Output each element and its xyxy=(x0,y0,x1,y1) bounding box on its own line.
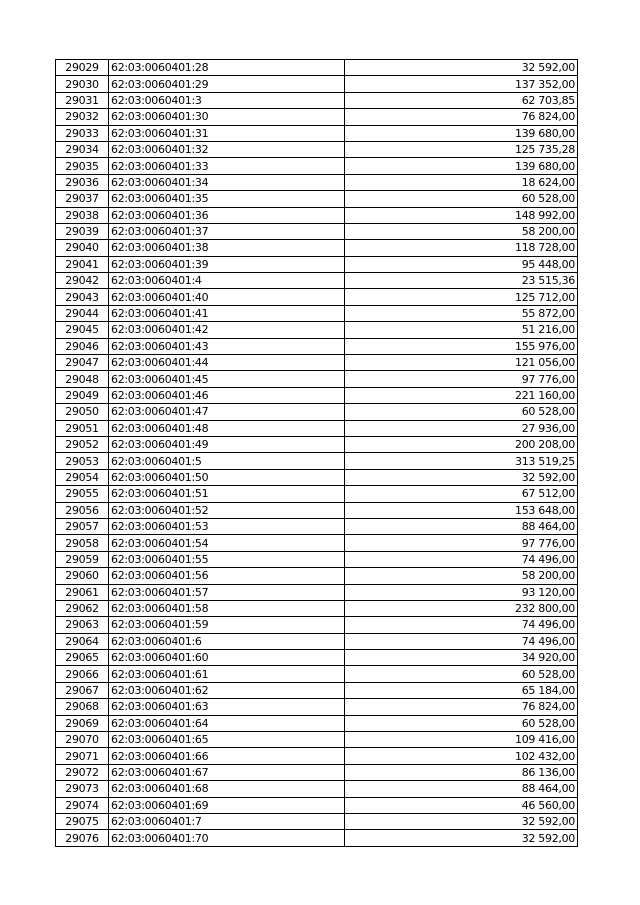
row-number-cell: 29073 xyxy=(56,781,109,797)
row-number-cell: 29060 xyxy=(56,568,109,584)
table-row xyxy=(56,486,578,502)
row-number-cell: 29068 xyxy=(56,699,109,715)
row-number-cell: 29036 xyxy=(56,174,109,190)
cadastral-number-cell: 62:03:0060401:4 xyxy=(109,273,345,289)
value-cell: 76 824,00 xyxy=(345,109,578,125)
value-cell: 153 648,00 xyxy=(345,502,578,518)
value-cell: 60 528,00 xyxy=(345,404,578,420)
value-cell: 102 432,00 xyxy=(345,748,578,764)
cadastral-number-cell: 62:03:0060401:52 xyxy=(109,502,345,518)
row-number-cell: 29040 xyxy=(56,240,109,256)
cadastral-number-cell: 62:03:0060401:36 xyxy=(109,207,345,223)
row-number-cell: 29041 xyxy=(56,256,109,272)
row-number-cell: 29067 xyxy=(56,682,109,698)
table-row xyxy=(56,813,578,829)
cadastral-number-cell: 62:03:0060401:56 xyxy=(109,568,345,584)
row-number-cell: 29037 xyxy=(56,191,109,207)
row-number-cell: 29061 xyxy=(56,584,109,600)
value-cell: 139 680,00 xyxy=(345,158,578,174)
table-row xyxy=(56,436,578,452)
value-cell: 118 728,00 xyxy=(345,240,578,256)
row-number-cell: 29038 xyxy=(56,207,109,223)
cadastral-number-cell: 62:03:0060401:6 xyxy=(109,633,345,649)
row-number-cell: 29057 xyxy=(56,518,109,534)
cadastral-number-cell: 62:03:0060401:55 xyxy=(109,551,345,567)
row-number-cell: 29042 xyxy=(56,273,109,289)
cadastral-number-cell: 62:03:0060401:63 xyxy=(109,699,345,715)
table-row xyxy=(56,551,578,567)
table-row xyxy=(56,191,578,207)
cadastral-number-cell: 62:03:0060401:49 xyxy=(109,436,345,452)
table-row xyxy=(56,518,578,534)
table-row xyxy=(56,682,578,698)
row-number-cell: 29063 xyxy=(56,617,109,633)
table-row xyxy=(56,764,578,780)
table-row xyxy=(56,748,578,764)
value-cell: 34 920,00 xyxy=(345,650,578,666)
value-cell: 86 136,00 xyxy=(345,764,578,780)
cadastral-number-cell: 62:03:0060401:48 xyxy=(109,420,345,436)
value-cell: 232 800,00 xyxy=(345,600,578,616)
row-number-cell: 29030 xyxy=(56,76,109,92)
row-number-cell: 29053 xyxy=(56,453,109,469)
cadastral-number-cell: 62:03:0060401:65 xyxy=(109,732,345,748)
table-row xyxy=(56,289,578,305)
table-row xyxy=(56,60,578,76)
table-row xyxy=(56,502,578,518)
table-row xyxy=(56,207,578,223)
row-number-cell: 29065 xyxy=(56,650,109,666)
cadastral-number-cell: 62:03:0060401:3 xyxy=(109,92,345,108)
table-row xyxy=(56,568,578,584)
row-number-cell: 29049 xyxy=(56,387,109,403)
value-cell: 32 592,00 xyxy=(345,60,578,76)
table-row xyxy=(56,256,578,272)
value-cell: 32 592,00 xyxy=(345,830,578,846)
cadastral-number-cell: 62:03:0060401:7 xyxy=(109,813,345,829)
cadastral-number-cell: 62:03:0060401:5 xyxy=(109,453,345,469)
value-cell: 60 528,00 xyxy=(345,715,578,731)
value-cell: 137 352,00 xyxy=(345,76,578,92)
table-row xyxy=(56,797,578,813)
value-cell: 155 976,00 xyxy=(345,338,578,354)
row-number-cell: 29034 xyxy=(56,141,109,157)
table-row xyxy=(56,650,578,666)
row-number-cell: 29069 xyxy=(56,715,109,731)
cadastral-number-cell: 62:03:0060401:58 xyxy=(109,600,345,616)
row-number-cell: 29075 xyxy=(56,813,109,829)
value-cell: 55 872,00 xyxy=(345,305,578,321)
value-cell: 125 712,00 xyxy=(345,289,578,305)
value-cell: 60 528,00 xyxy=(345,191,578,207)
table-row xyxy=(56,223,578,239)
cadastral-number-cell: 62:03:0060401:29 xyxy=(109,76,345,92)
cadastral-number-cell: 62:03:0060401:46 xyxy=(109,387,345,403)
table-row xyxy=(56,355,578,371)
row-number-cell: 29044 xyxy=(56,305,109,321)
value-cell: 32 592,00 xyxy=(345,813,578,829)
value-cell: 97 776,00 xyxy=(345,371,578,387)
cadastral-number-cell: 62:03:0060401:28 xyxy=(109,60,345,76)
row-number-cell: 29071 xyxy=(56,748,109,764)
value-cell: 109 416,00 xyxy=(345,732,578,748)
row-number-cell: 29047 xyxy=(56,355,109,371)
cadastral-number-cell: 62:03:0060401:34 xyxy=(109,174,345,190)
table-row xyxy=(56,273,578,289)
table-row xyxy=(56,404,578,420)
cadastral-number-cell: 62:03:0060401:45 xyxy=(109,371,345,387)
row-number-cell: 29054 xyxy=(56,469,109,485)
table-row xyxy=(56,715,578,731)
table-row xyxy=(56,469,578,485)
cadastral-value-table xyxy=(55,59,578,847)
cadastral-number-cell: 62:03:0060401:31 xyxy=(109,125,345,141)
cadastral-number-cell: 62:03:0060401:33 xyxy=(109,158,345,174)
cadastral-number-cell: 62:03:0060401:51 xyxy=(109,486,345,502)
value-cell: 67 512,00 xyxy=(345,486,578,502)
row-number-cell: 29035 xyxy=(56,158,109,174)
row-number-cell: 29043 xyxy=(56,289,109,305)
table-row xyxy=(56,338,578,354)
cadastral-number-cell: 62:03:0060401:47 xyxy=(109,404,345,420)
table-row xyxy=(56,141,578,157)
cadastral-number-cell: 62:03:0060401:35 xyxy=(109,191,345,207)
value-cell: 27 936,00 xyxy=(345,420,578,436)
table-row xyxy=(56,420,578,436)
cadastral-number-cell: 62:03:0060401:66 xyxy=(109,748,345,764)
table-row xyxy=(56,371,578,387)
value-cell: 18 624,00 xyxy=(345,174,578,190)
row-number-cell: 29055 xyxy=(56,486,109,502)
table-row xyxy=(56,600,578,616)
row-number-cell: 29046 xyxy=(56,338,109,354)
value-cell: 148 992,00 xyxy=(345,207,578,223)
row-number-cell: 29066 xyxy=(56,666,109,682)
row-number-cell: 29058 xyxy=(56,535,109,551)
value-cell: 58 200,00 xyxy=(345,223,578,239)
table-row xyxy=(56,109,578,125)
cadastral-number-cell: 62:03:0060401:42 xyxy=(109,322,345,338)
cadastral-number-cell: 62:03:0060401:30 xyxy=(109,109,345,125)
value-cell: 97 776,00 xyxy=(345,535,578,551)
table-row xyxy=(56,666,578,682)
row-number-cell: 29048 xyxy=(56,371,109,387)
cadastral-number-cell: 62:03:0060401:32 xyxy=(109,141,345,157)
value-cell: 62 703,85 xyxy=(345,92,578,108)
value-cell: 93 120,00 xyxy=(345,584,578,600)
cadastral-number-cell: 62:03:0060401:59 xyxy=(109,617,345,633)
cadastral-number-cell: 62:03:0060401:70 xyxy=(109,830,345,846)
value-cell: 76 824,00 xyxy=(345,699,578,715)
value-cell: 65 184,00 xyxy=(345,682,578,698)
value-cell: 88 464,00 xyxy=(345,781,578,797)
table-row xyxy=(56,617,578,633)
table-row xyxy=(56,305,578,321)
cadastral-number-cell: 62:03:0060401:64 xyxy=(109,715,345,731)
table-row xyxy=(56,322,578,338)
cadastral-number-cell: 62:03:0060401:69 xyxy=(109,797,345,813)
row-number-cell: 29052 xyxy=(56,436,109,452)
value-cell: 74 496,00 xyxy=(345,551,578,567)
cadastral-number-cell: 62:03:0060401:44 xyxy=(109,355,345,371)
cadastral-number-cell: 62:03:0060401:54 xyxy=(109,535,345,551)
row-number-cell: 29050 xyxy=(56,404,109,420)
value-cell: 23 515,36 xyxy=(345,273,578,289)
value-cell: 221 160,00 xyxy=(345,387,578,403)
value-cell: 51 216,00 xyxy=(345,322,578,338)
value-cell: 74 496,00 xyxy=(345,633,578,649)
row-number-cell: 29076 xyxy=(56,830,109,846)
table-row xyxy=(56,732,578,748)
row-number-cell: 29072 xyxy=(56,764,109,780)
value-cell: 60 528,00 xyxy=(345,666,578,682)
value-cell: 58 200,00 xyxy=(345,568,578,584)
row-number-cell: 29045 xyxy=(56,322,109,338)
row-number-cell: 29033 xyxy=(56,125,109,141)
cadastral-number-cell: 62:03:0060401:53 xyxy=(109,518,345,534)
table-row xyxy=(56,781,578,797)
table-row xyxy=(56,453,578,469)
table-body xyxy=(56,60,578,847)
row-number-cell: 29062 xyxy=(56,600,109,616)
cadastral-number-cell: 62:03:0060401:43 xyxy=(109,338,345,354)
cadastral-number-cell: 62:03:0060401:68 xyxy=(109,781,345,797)
value-cell: 139 680,00 xyxy=(345,125,578,141)
table-row xyxy=(56,830,578,846)
value-cell: 121 056,00 xyxy=(345,355,578,371)
table-row xyxy=(56,174,578,190)
cadastral-number-cell: 62:03:0060401:38 xyxy=(109,240,345,256)
row-number-cell: 29039 xyxy=(56,223,109,239)
row-number-cell: 29059 xyxy=(56,551,109,567)
cadastral-number-cell: 62:03:0060401:40 xyxy=(109,289,345,305)
cadastral-number-cell: 62:03:0060401:50 xyxy=(109,469,345,485)
table-row xyxy=(56,240,578,256)
value-cell: 313 519,25 xyxy=(345,453,578,469)
row-number-cell: 29064 xyxy=(56,633,109,649)
cadastral-number-cell: 62:03:0060401:57 xyxy=(109,584,345,600)
cadastral-number-cell: 62:03:0060401:61 xyxy=(109,666,345,682)
value-cell: 200 208,00 xyxy=(345,436,578,452)
cadastral-number-cell: 62:03:0060401:62 xyxy=(109,682,345,698)
table-row xyxy=(56,387,578,403)
table-row xyxy=(56,76,578,92)
table-row xyxy=(56,158,578,174)
cadastral-number-cell: 62:03:0060401:37 xyxy=(109,223,345,239)
value-cell: 95 448,00 xyxy=(345,256,578,272)
row-number-cell: 29056 xyxy=(56,502,109,518)
cadastral-number-cell: 62:03:0060401:67 xyxy=(109,764,345,780)
table-row xyxy=(56,92,578,108)
row-number-cell: 29032 xyxy=(56,109,109,125)
value-cell: 74 496,00 xyxy=(345,617,578,633)
table-row xyxy=(56,699,578,715)
value-cell: 88 464,00 xyxy=(345,518,578,534)
row-number-cell: 29031 xyxy=(56,92,109,108)
cadastral-number-cell: 62:03:0060401:39 xyxy=(109,256,345,272)
row-number-cell: 29074 xyxy=(56,797,109,813)
row-number-cell: 29051 xyxy=(56,420,109,436)
cadastral-number-cell: 62:03:0060401:41 xyxy=(109,305,345,321)
value-cell: 32 592,00 xyxy=(345,469,578,485)
table-row xyxy=(56,125,578,141)
table-row xyxy=(56,633,578,649)
row-number-cell: 29029 xyxy=(56,60,109,76)
table-row xyxy=(56,535,578,551)
row-number-cell: 29070 xyxy=(56,732,109,748)
cadastral-number-cell: 62:03:0060401:60 xyxy=(109,650,345,666)
table-row xyxy=(56,584,578,600)
value-cell: 125 735,28 xyxy=(345,141,578,157)
value-cell: 46 560,00 xyxy=(345,797,578,813)
